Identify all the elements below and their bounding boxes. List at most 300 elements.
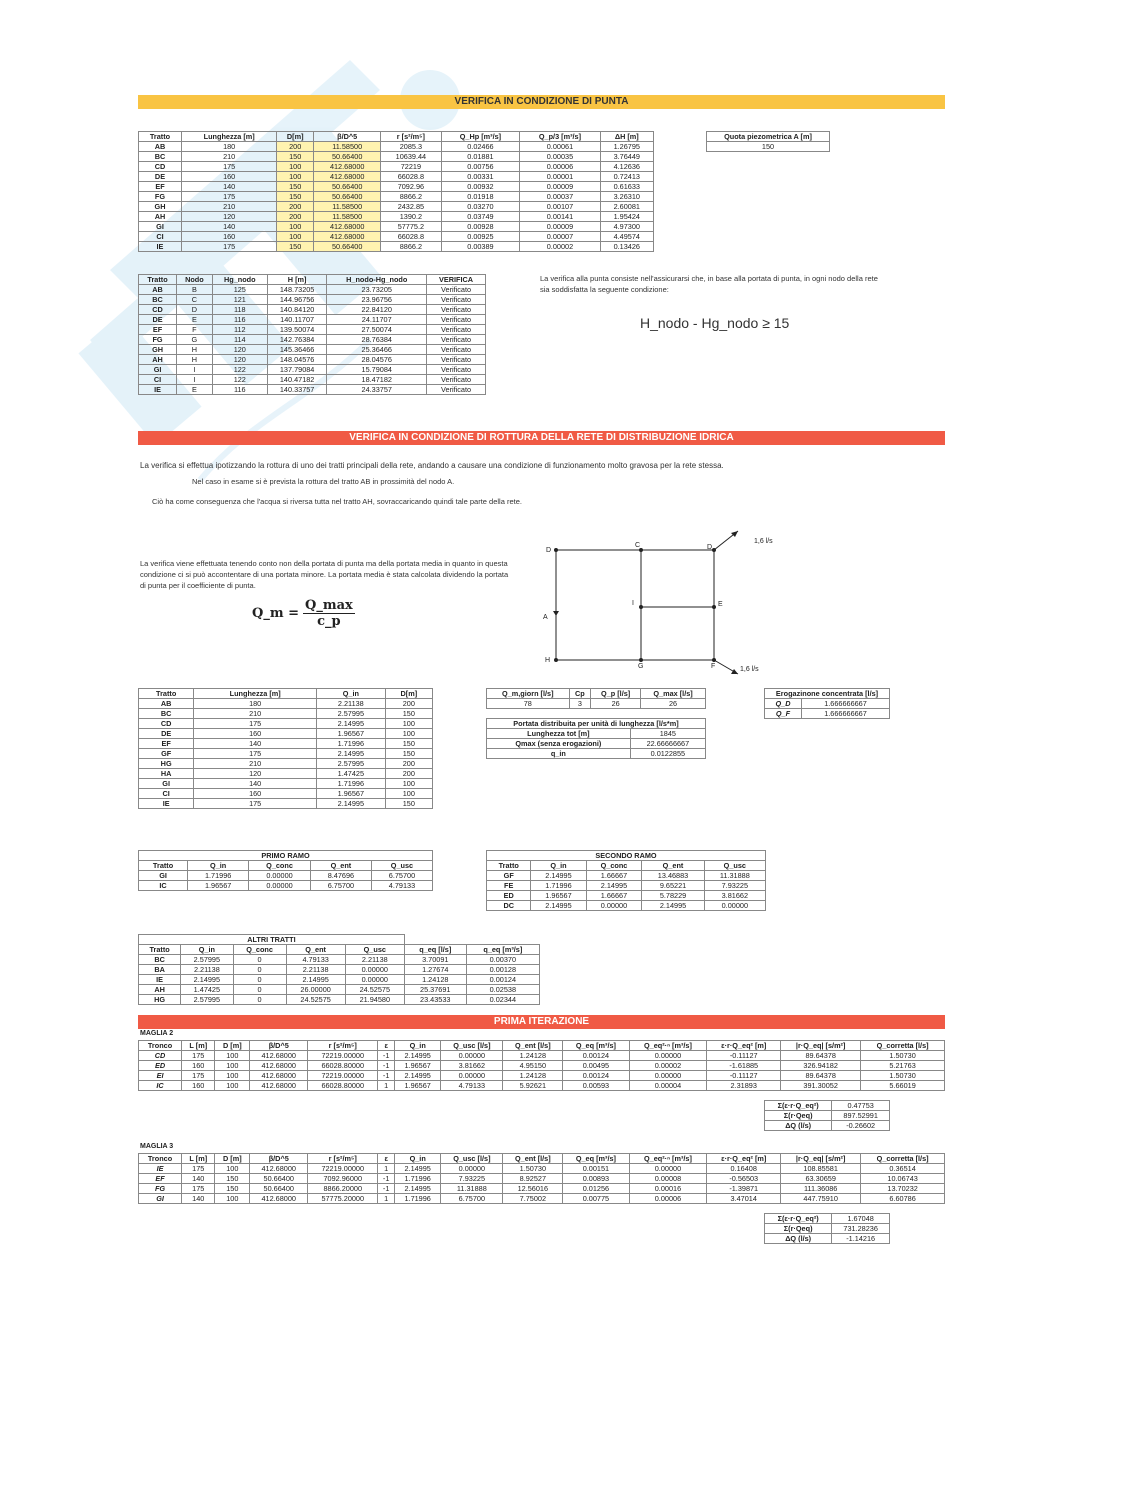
table-row (139, 142, 654, 152)
summary-row (765, 1111, 890, 1121)
row-label: IE (139, 242, 182, 252)
distrib-title: Portata distribuita per unità di lunghezza [l/s*m] (487, 719, 706, 729)
table-cell: 1 (378, 1164, 395, 1174)
table-cell: 8.47696 (310, 871, 371, 881)
table-cell: 0.00495 (563, 1061, 629, 1071)
table-cell: 0.61633 (600, 182, 653, 192)
summary-label: ΔQ (l/s) (765, 1234, 832, 1244)
row-label: EF (139, 325, 177, 335)
table-cell: 2.14995 (395, 1051, 441, 1061)
table-cell: Verificato (427, 285, 486, 295)
table-cell: 150 (277, 182, 314, 192)
table-cell: 100 (215, 1194, 250, 1204)
table-cell: Verificato (427, 355, 486, 365)
table-row (139, 769, 433, 779)
table-cell: 50.66400 (314, 152, 381, 162)
table-cell: 150 (215, 1174, 250, 1184)
column-header: Q_conc (249, 861, 311, 871)
summary-label: Σ(r·Qeq) (765, 1224, 832, 1234)
table-row (139, 699, 433, 709)
row-label: GF (487, 871, 531, 881)
table-cell: 66028.8 (381, 172, 441, 182)
summary-row (765, 1121, 890, 1131)
table-cell: 3.81662 (704, 891, 765, 901)
column-header: Q_ent (310, 861, 371, 871)
table-cell: 200 (385, 769, 432, 779)
table-cell: 200 (385, 699, 432, 709)
table-cell: 7092.96 (381, 182, 441, 192)
table-punta-tratti (138, 131, 654, 252)
table-cell: 100 (277, 222, 314, 232)
table-cell: 10.06743 (861, 1174, 945, 1184)
table-cell: 116 (212, 385, 267, 395)
table-cell: Verificato (427, 345, 486, 355)
table-quota-piezometrica (706, 131, 830, 152)
column-header: Q_usc (704, 861, 765, 871)
summary-value: 897.52991 (832, 1111, 890, 1121)
table-qm (486, 688, 706, 709)
table-cell: 57775.20000 (308, 1194, 378, 1204)
rottura-paragraph-2: Nel caso in esame si è prevista la rottura del tratto AB in prossimità del nodo A. (192, 477, 455, 486)
table-cell: Verificato (427, 295, 486, 305)
table-cell: 4.95150 (503, 1061, 563, 1071)
row-label: DE (139, 315, 177, 325)
column-header: Q_ent (642, 861, 704, 871)
table-cell: 140 (194, 739, 317, 749)
table-row (139, 375, 486, 385)
node-c: C (635, 542, 641, 549)
table-row (139, 212, 654, 222)
table-row (139, 242, 654, 252)
table-cell: 100 (385, 719, 432, 729)
table-cell: 150 (215, 1184, 250, 1194)
column-header: Tratto (139, 689, 194, 699)
column-header: ΔH [m] (600, 132, 653, 142)
table-cell: 100 (215, 1071, 250, 1081)
table-row (139, 729, 433, 739)
erog-title: Erogazinone concentrata [l/s] (765, 689, 890, 699)
formula-punta (640, 315, 789, 331)
table-cell: 140.47182 (267, 375, 327, 385)
table-cell: 1.50730 (861, 1071, 945, 1081)
node-f: F (711, 663, 716, 670)
table-cell: 3 (569, 699, 591, 709)
table-cell: -0.11127 (707, 1051, 781, 1061)
table-cell: 200 (277, 202, 314, 212)
table-primo-ramo (138, 850, 433, 891)
table-cell: 0.00370 (466, 955, 539, 965)
distrib-value: 1845 (630, 729, 705, 739)
table-cell: 412.68000 (314, 222, 381, 232)
table-cell: 11.31888 (704, 871, 765, 881)
table-cell: I (177, 375, 213, 385)
table-cell: 25.36466 (327, 345, 427, 355)
column-header: H_nodo-Hg_nodo (327, 275, 427, 285)
table-cell: 120 (212, 355, 267, 365)
table-cell: F (177, 325, 213, 335)
table-cell: 9.65221 (642, 881, 704, 891)
maglia-2-label: MAGLIA 2 (140, 1030, 174, 1037)
table-row (139, 1061, 945, 1071)
table-row (487, 881, 766, 891)
table-cell: 116 (212, 315, 267, 325)
table-cell: 0 (233, 955, 286, 965)
table-row (139, 365, 486, 375)
table-cell: 0.00124 (563, 1051, 629, 1061)
row-label: IE (139, 975, 181, 985)
table-row (139, 1174, 945, 1184)
table-maglia-2 (138, 1040, 945, 1091)
table-cell: 200 (277, 212, 314, 222)
table-cell: -1.39871 (707, 1184, 781, 1194)
table-row (139, 162, 654, 172)
table-cell: 15.79084 (327, 365, 427, 375)
table-cell: 0.00009 (520, 222, 600, 232)
column-header: |r·Q_eq| [s/m²] (781, 1041, 861, 1051)
column-header: Q_in (395, 1041, 441, 1051)
table-cell: 2.57995 (181, 955, 233, 965)
table-cell: 4.97300 (600, 222, 653, 232)
table-cell: 0.00000 (629, 1051, 707, 1061)
table-cell: 23.43533 (404, 995, 466, 1005)
table-cell: 2.14995 (586, 881, 642, 891)
table-cell: 150 (277, 242, 314, 252)
row-label: GI (139, 222, 182, 232)
table-cell: 0.00928 (441, 222, 520, 232)
table-cell: 2.57995 (181, 995, 233, 1005)
summary-row (765, 1101, 890, 1111)
table-cell: 140 (194, 779, 317, 789)
column-header: Q_m,giorn [l/s] (487, 689, 570, 699)
row-label: GI (139, 1194, 182, 1204)
table-cell: 412.68000 (250, 1081, 308, 1091)
table-cell: 1.71996 (317, 739, 386, 749)
table-cell: 5.78229 (642, 891, 704, 901)
column-header: Q_eq [m³/s] (563, 1041, 629, 1051)
summary-value: 731.28236 (832, 1224, 890, 1234)
table-cell: 412.68000 (250, 1194, 308, 1204)
formula-qm-lhs: Q_m = (252, 606, 299, 621)
table-cell: 50.66400 (314, 182, 381, 192)
table-row (139, 985, 540, 995)
table-cell: 0.00593 (563, 1081, 629, 1091)
table-cell: 0.13426 (600, 242, 653, 252)
table-row (139, 1081, 945, 1091)
column-header: ε (378, 1154, 395, 1164)
column-header: Q_eq²·ⁿ [m³/s] (629, 1154, 707, 1164)
table-cell: -1 (378, 1051, 395, 1061)
table-cell: 0.00925 (441, 232, 520, 242)
table-cell: 7092.96000 (308, 1174, 378, 1184)
table-row (139, 1164, 945, 1174)
column-header: Q_p [l/s] (591, 689, 641, 699)
table-cell: 100 (215, 1081, 250, 1091)
table-cell: 100 (385, 779, 432, 789)
table-cell: 3.70091 (404, 955, 466, 965)
table-cell: 72219.00000 (308, 1164, 378, 1174)
table-cell: 180 (181, 142, 276, 152)
table-cell: 200 (385, 759, 432, 769)
table-cell: 1.96567 (188, 881, 249, 891)
table-row (139, 202, 654, 212)
table-cell: 175 (181, 192, 276, 202)
table-cell: 2432.85 (381, 202, 441, 212)
table-cell: H (177, 345, 213, 355)
table-cell: 12.56016 (503, 1184, 563, 1194)
table-cell: 160 (181, 232, 276, 242)
table-cell: 0.00037 (520, 192, 600, 202)
flow-label-top: 1,6 l/s (754, 538, 773, 545)
table-cell: 0.00128 (466, 965, 539, 975)
table-cell: 1.71996 (531, 881, 586, 891)
table-cell: 0.00000 (441, 1071, 503, 1081)
table-cell: 3.81662 (441, 1061, 503, 1071)
column-header: Q_corretta [l/s] (861, 1041, 945, 1051)
column-header: H [m] (267, 275, 327, 285)
table-cell: 0.00756 (441, 162, 520, 172)
summary-label: Σ(ε·r·Q_eq²) (765, 1101, 832, 1111)
formula-qm (252, 598, 355, 629)
table-cell: 2.14995 (642, 901, 704, 911)
table-cell: 210 (194, 709, 317, 719)
column-header: β/D^5 (250, 1041, 308, 1051)
row-label: BC (139, 709, 194, 719)
distrib-value: 0.0122855 (630, 749, 705, 759)
table-cell: 100 (385, 789, 432, 799)
row-label: BA (139, 965, 181, 975)
table-cell: 0.01881 (441, 152, 520, 162)
table-row (139, 719, 433, 729)
table-cell: 326.94182 (781, 1061, 861, 1071)
table-row (139, 182, 654, 192)
table-cell: 1.24128 (404, 975, 466, 985)
table-cell: 0.00004 (629, 1081, 707, 1091)
summary-row (765, 1214, 890, 1224)
table-cell: 150 (385, 709, 432, 719)
table-row (139, 345, 486, 355)
table-cell: 1.96567 (395, 1081, 441, 1091)
table-cell: E (177, 315, 213, 325)
table-cell: 0.00006 (520, 162, 600, 172)
table-cell: 0.00008 (629, 1174, 707, 1184)
table-cell: 26 (591, 699, 641, 709)
table-cell: 0.00016 (629, 1184, 707, 1194)
table-cell: 66028.8 (381, 232, 441, 242)
table-row (139, 1071, 945, 1081)
table-cell: 4.49574 (600, 232, 653, 242)
table-cell: 2.21138 (286, 965, 345, 975)
table-altri-tratti (138, 934, 540, 1005)
row-label: FG (139, 335, 177, 345)
table-cell: 118 (212, 305, 267, 315)
column-header: Q_eq [m³/s] (563, 1154, 629, 1164)
row-label: AH (139, 212, 182, 222)
table-cell: 26 (641, 699, 706, 709)
column-header: Q_in (395, 1154, 441, 1164)
column-header: Q_in (188, 861, 249, 871)
table-cell: 0.00000 (441, 1164, 503, 1174)
column-header: Q_Hp [m³/s] (441, 132, 520, 142)
column-header: Lunghezza [m] (194, 689, 317, 699)
table-secondo-ramo (486, 850, 766, 911)
table-row (139, 955, 540, 965)
table-cell: -1 (378, 1174, 395, 1184)
table-cell: 210 (181, 152, 276, 162)
table-cell: 72219.00000 (308, 1071, 378, 1081)
table-cell: 0.00107 (520, 202, 600, 212)
column-header: Q_eq²·ⁿ [m³/s] (629, 1041, 707, 1051)
table-cell: 139.50074 (267, 325, 327, 335)
node-i: I (632, 600, 634, 607)
table-cell: 72219 (381, 162, 441, 172)
table-cell: 412.68000 (314, 162, 381, 172)
table-cell: E (177, 385, 213, 395)
row-label: CI (139, 789, 194, 799)
table-cell: 120 (194, 769, 317, 779)
table-cell: 3.47014 (707, 1194, 781, 1204)
table-cell: 175 (194, 719, 317, 729)
table-cell: 7.75002 (503, 1194, 563, 1204)
column-header: Q_ent (286, 945, 345, 955)
secondo-ramo-title: SECONDO RAMO (487, 851, 766, 861)
column-header: Q_usc [l/s] (441, 1154, 503, 1164)
table-cell: 89.64378 (781, 1071, 861, 1081)
table-row (139, 172, 654, 182)
table-cell: D (177, 305, 213, 315)
table-cell: 1.50730 (861, 1051, 945, 1061)
table-cell: 1 (378, 1081, 395, 1091)
table-cell: 2.57995 (317, 759, 386, 769)
table-rottura-tratti (138, 688, 433, 809)
table-cell: 21.94580 (345, 995, 404, 1005)
table-cell: 2.14995 (317, 799, 386, 809)
column-header: Cp (569, 689, 591, 699)
row-label: IC (139, 881, 188, 891)
table-cell: 160 (182, 1061, 215, 1071)
column-header: Tratto (487, 861, 531, 871)
table-cell: 1 (378, 1194, 395, 1204)
table-cell: 24.33757 (327, 385, 427, 395)
table-cell: B (177, 285, 213, 295)
node-g: G (638, 663, 644, 670)
table-cell: 2.14995 (317, 749, 386, 759)
table-cell: 0.00007 (520, 232, 600, 242)
table-cell: 0.00151 (563, 1164, 629, 1174)
distrib-label: Qmax (senza erogazioni) (487, 739, 631, 749)
column-header: Q_p/3 [m³/s] (520, 132, 600, 142)
row-label: ED (487, 891, 531, 901)
table-cell: 3.26310 (600, 192, 653, 202)
table-cell: Verificato (427, 365, 486, 375)
table-cell: 10639.44 (381, 152, 441, 162)
table-cell: 1.96567 (317, 729, 386, 739)
summary-row (765, 1234, 890, 1244)
table-cell: Verificato (427, 335, 486, 345)
table-cell: 111.36086 (781, 1184, 861, 1194)
table-cell: 0.16408 (707, 1164, 781, 1174)
table-cell: 28.76384 (327, 335, 427, 345)
table-cell: 0.00002 (629, 1061, 707, 1071)
table-cell: 6.75700 (310, 881, 371, 891)
table-cell: 447.75910 (781, 1194, 861, 1204)
table-cell: 148.73205 (267, 285, 327, 295)
table-row (139, 305, 486, 315)
table-row (487, 901, 766, 911)
table-cell: 2.14995 (395, 1164, 441, 1174)
table-cell: 140.84120 (267, 305, 327, 315)
row-label: GH (139, 345, 177, 355)
table-cell: 140 (181, 222, 276, 232)
table-cell: 13.46883 (642, 871, 704, 881)
table-cell: 2.14995 (286, 975, 345, 985)
maglia-3-label: MAGLIA 3 (140, 1143, 174, 1150)
column-header: β/D^5 (250, 1154, 308, 1164)
column-header: L [m] (182, 1154, 215, 1164)
table-cell: 0 (233, 965, 286, 975)
table-cell: 2085.3 (381, 142, 441, 152)
table-cell: 140 (182, 1174, 215, 1184)
table-cell: 1.71996 (395, 1174, 441, 1184)
row-label: AH (139, 985, 181, 995)
table-cell: 210 (181, 202, 276, 212)
distrib-label: Lunghezza tot [m] (487, 729, 631, 739)
table-cell: 137.79084 (267, 365, 327, 375)
table-cell: -1 (378, 1061, 395, 1071)
table-cell: 0.00000 (345, 965, 404, 975)
table-cell: 24.52575 (286, 995, 345, 1005)
table-cell: 122 (212, 375, 267, 385)
table-cell: 140.33757 (267, 385, 327, 395)
table-cell: 100 (385, 729, 432, 739)
table-cell: 0.03749 (441, 212, 520, 222)
rottura-paragraph-1: La verifica si effettua ipotizzando la rottura di uno dei tratti principali della rete, andando a causare una condizione di funzionamento molto gravosa per la rete stessa. (140, 461, 724, 470)
table-cell: Verificato (427, 315, 486, 325)
table-cell: 63.30659 (781, 1174, 861, 1184)
table-row (139, 779, 433, 789)
summary-label: Σ(r·Qeq) (765, 1111, 832, 1121)
table-cell: 8.92527 (503, 1174, 563, 1184)
table-row (139, 759, 433, 769)
table-cell: 1390.2 (381, 212, 441, 222)
table-cell: 4.12636 (600, 162, 653, 172)
table-cell: 160 (181, 172, 276, 182)
table-cell: 66028.80000 (308, 1081, 378, 1091)
table-cell: 108.85581 (781, 1164, 861, 1174)
table-cell: 66028.80000 (308, 1061, 378, 1071)
column-header: |r·Q_eq| [s/m²] (781, 1154, 861, 1164)
column-header: r [s²/m⁵] (308, 1041, 378, 1051)
table-cell: 2.31893 (707, 1081, 781, 1091)
table-cell: 122 (212, 365, 267, 375)
table-cell: I (177, 365, 213, 375)
table-row (139, 232, 654, 242)
table-cell: -1 (378, 1071, 395, 1081)
table-cell: 150 (277, 152, 314, 162)
erog-label: Q_D (765, 699, 802, 709)
table-cell: 24.52575 (345, 985, 404, 995)
table-row (139, 871, 433, 881)
table-cell: 100 (277, 232, 314, 242)
table-cell: 0.00893 (563, 1174, 629, 1184)
flow-label-bottom: 1,6 l/s (740, 666, 759, 673)
summary-value: 1.67048 (832, 1214, 890, 1224)
table-cell: 22.84120 (327, 305, 427, 315)
table-cell: C (177, 295, 213, 305)
table-cell: 1.24128 (503, 1071, 563, 1081)
row-label: AB (139, 285, 177, 295)
column-header: Q_ent [l/s] (503, 1154, 563, 1164)
table-cell: 2.14995 (531, 901, 586, 911)
